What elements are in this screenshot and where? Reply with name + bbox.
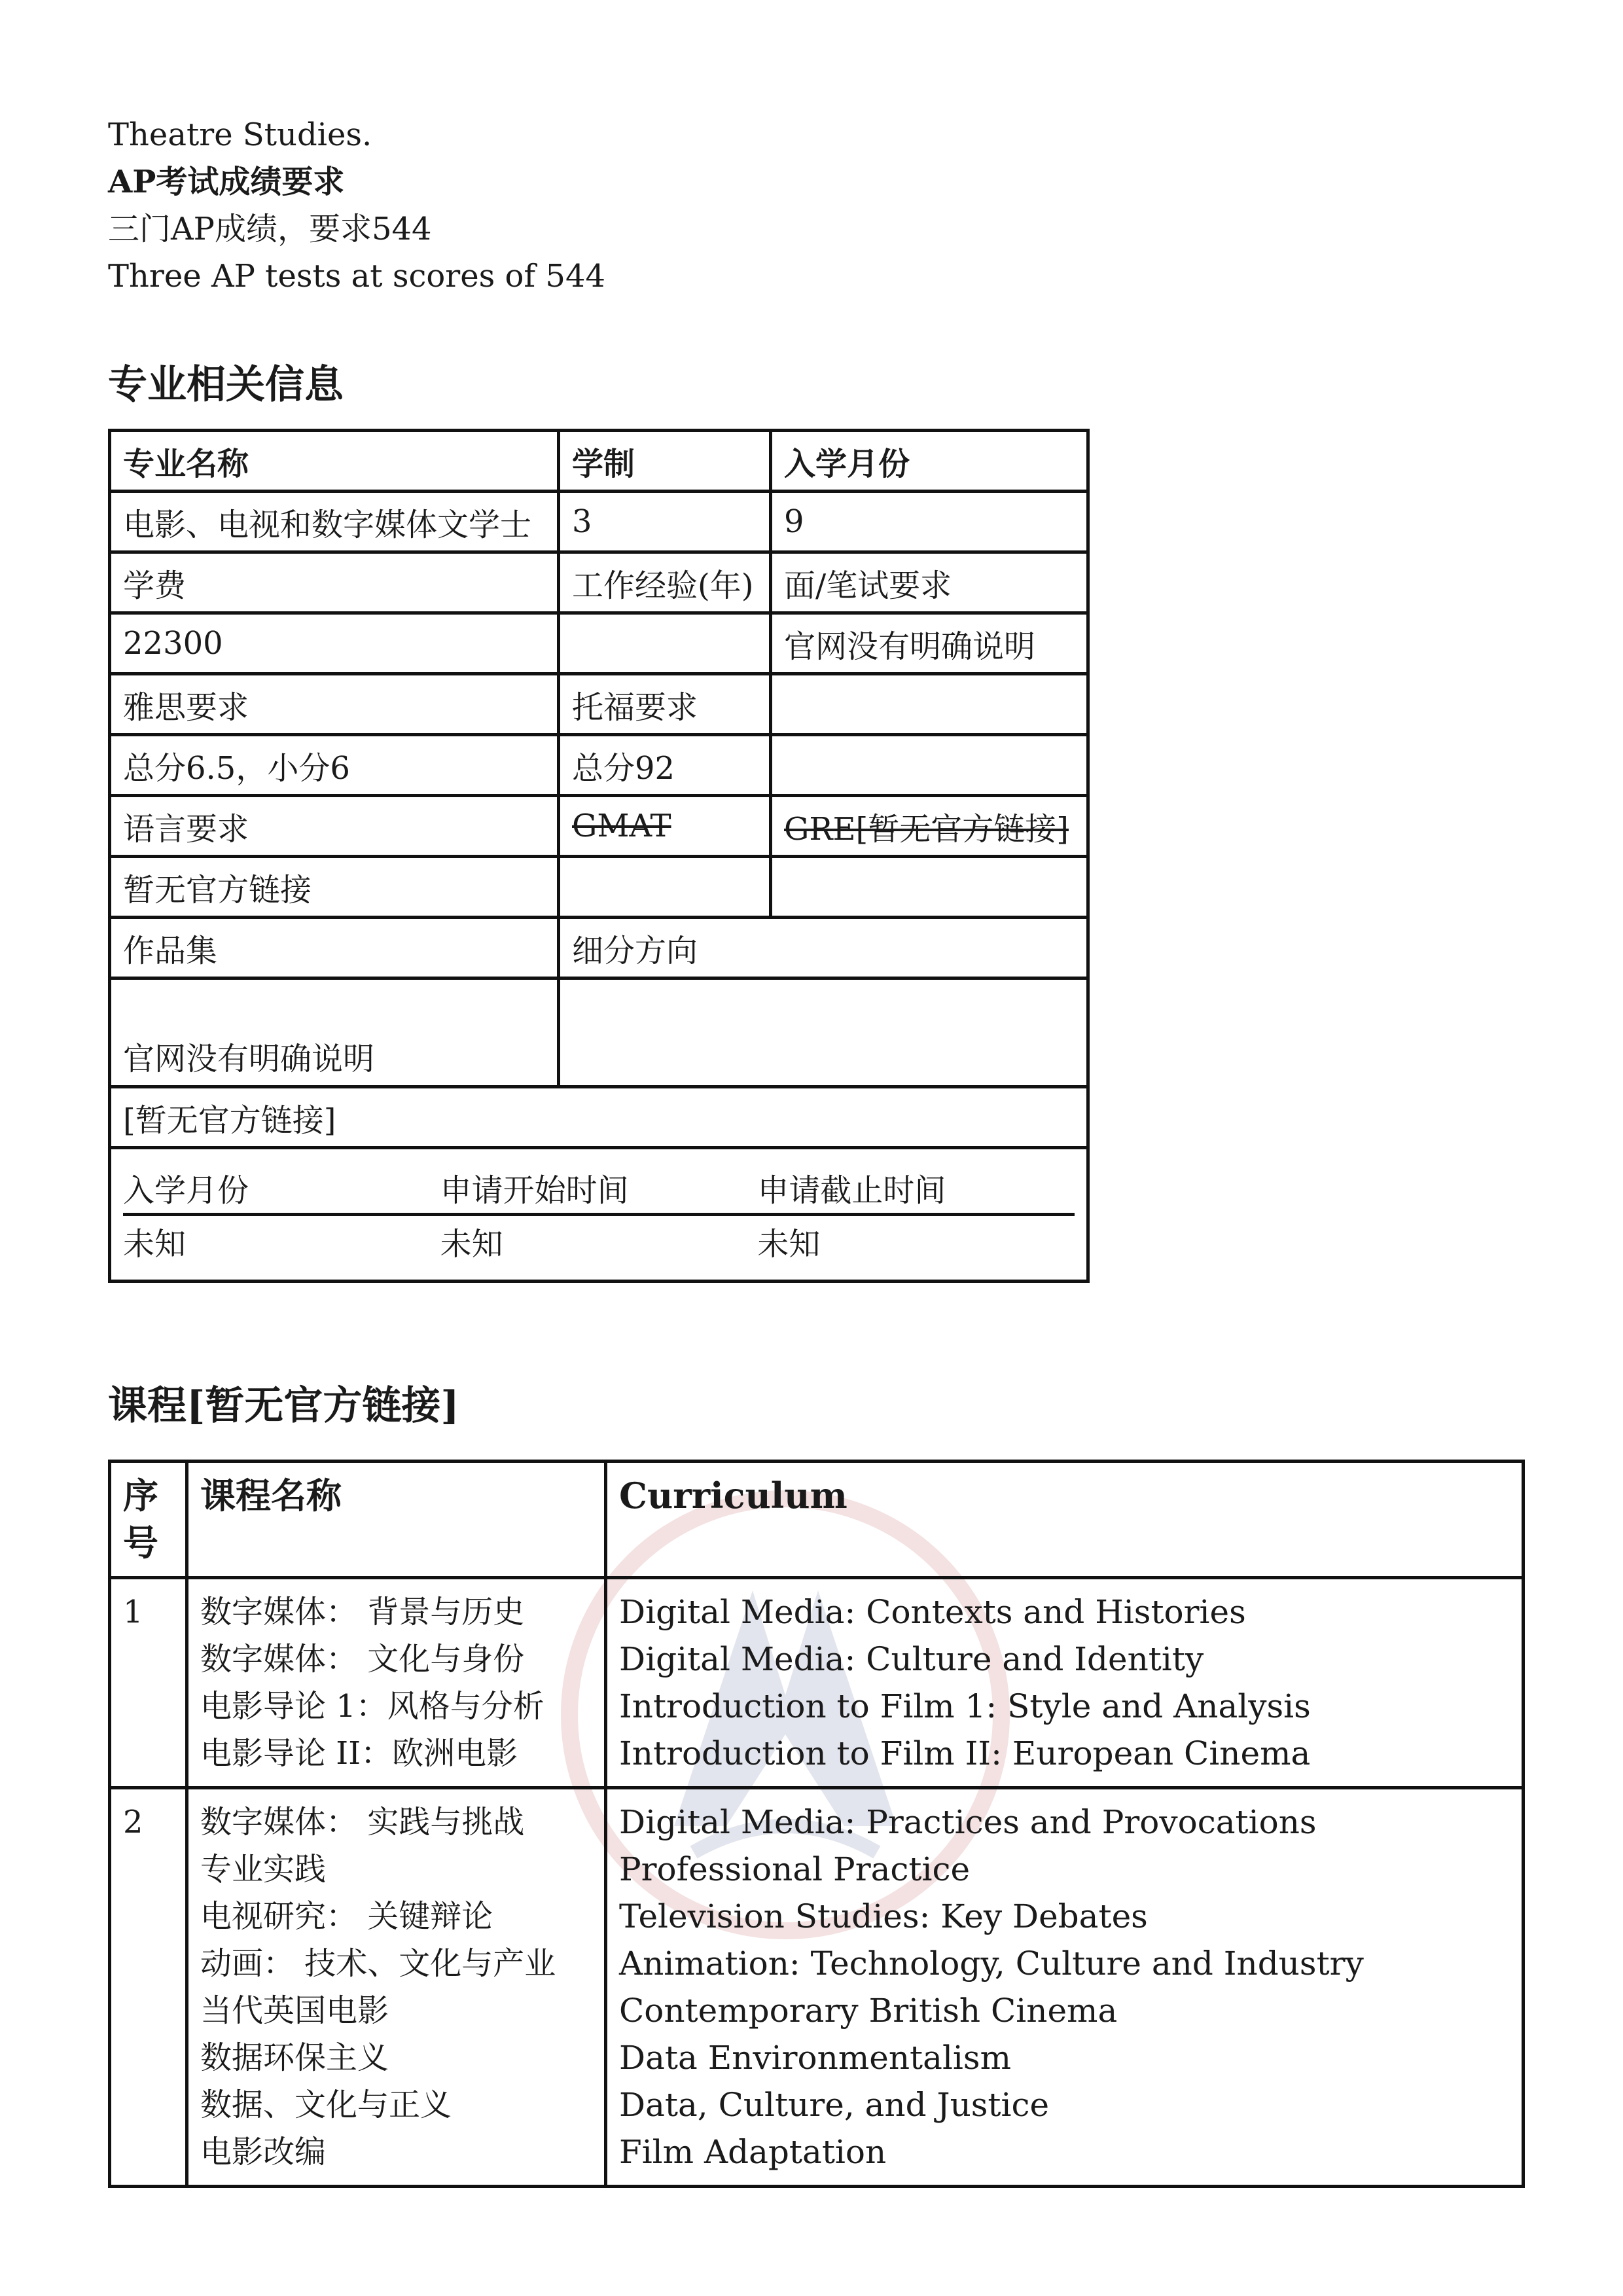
ap-requirement-en: Three AP tests at scores of 544	[108, 258, 606, 295]
ielts-label: 雅思要求	[110, 674, 559, 735]
gmat-label: GMAT	[559, 796, 771, 857]
major-name: 电影、电视和数字媒体文学士	[110, 492, 559, 552]
header-course-cn: 课程名称	[187, 1462, 606, 1578]
interview-value: 官网没有明确说明	[771, 613, 1088, 674]
major-info-table	[108, 429, 1090, 1283]
table-row	[110, 431, 1088, 492]
list-item: 动画： 技术、文化与产业	[200, 1945, 556, 1982]
table-row	[110, 613, 1088, 674]
dates-start-label: 申请开始时间	[440, 1172, 629, 1209]
dates-end-value: 未知	[757, 1226, 821, 1263]
course-en-list	[606, 1788, 1524, 2187]
gre-label: GRE[暂无官方链接]	[771, 796, 1088, 857]
list-item: 数据环保主义	[200, 2039, 389, 2076]
list-item: Data Environmentalism	[619, 2039, 1011, 2077]
intake-value: 9	[771, 492, 1088, 552]
dates-intake-label: 入学月份	[123, 1172, 249, 1209]
list-item: 当代英国电影	[200, 1992, 389, 2029]
course-cn-list	[187, 1578, 606, 1788]
header-number: 序号	[110, 1462, 187, 1578]
row-number: 2	[110, 1788, 187, 2187]
empty-cell	[771, 735, 1088, 796]
tuition-label: 学费	[110, 552, 559, 613]
table-row	[110, 1462, 1524, 1578]
application-dates	[110, 1148, 1088, 1282]
direction-value	[559, 978, 1088, 1087]
header-curriculum: Curriculum	[606, 1462, 1524, 1578]
empty-cell	[771, 857, 1088, 918]
dates-start-value: 未知	[440, 1226, 503, 1263]
work-experience-value	[559, 613, 771, 674]
empty-cell	[559, 857, 771, 918]
header-duration: 学制	[559, 431, 771, 492]
language-label: 语言要求	[110, 796, 559, 857]
list-item: Introduction to Film II: European Cinema	[619, 1734, 1311, 1772]
table-row	[110, 492, 1088, 552]
list-item: Animation: Technology, Culture and Industry	[619, 1945, 1364, 1982]
table-row	[110, 918, 1088, 978]
course-en-list	[606, 1578, 1524, 1788]
ap-heading: AP考试成绩要求	[108, 164, 345, 200]
dates-intake-value: 未知	[123, 1226, 187, 1263]
portfolio-label: 作品集	[110, 918, 559, 978]
list-item: 数据、文化与正义	[200, 2087, 452, 2123]
ielts-value: 总分6.5，小分6	[110, 735, 559, 796]
table-row	[110, 1087, 1088, 1148]
intro-line: Theatre Studies.	[108, 117, 372, 153]
toefl-label: 托福要求	[559, 674, 771, 735]
major-section-title: 专业相关信息	[108, 362, 344, 408]
dates-values	[123, 1219, 1075, 1264]
ap-requirement-cn: 三门AP成绩，要求544	[108, 211, 432, 247]
table-row	[110, 552, 1088, 613]
official-link: [暂无官方链接]	[110, 1087, 1088, 1148]
table-row	[110, 735, 1088, 796]
table-row	[110, 674, 1088, 735]
toefl-value: 总分92	[559, 735, 771, 796]
list-item: Film Adaptation	[619, 2133, 887, 2171]
tuition-value: 22300	[110, 613, 559, 674]
table-row	[110, 857, 1088, 918]
portfolio-value: 官网没有明确说明	[110, 978, 559, 1087]
row-number: 1	[110, 1578, 187, 1788]
direction-label: 细分方向	[559, 918, 1088, 978]
table-row	[110, 1578, 1524, 1788]
interview-label: 面/笔试要求	[771, 552, 1088, 613]
list-item: 电视研究： 关键辩论	[200, 1898, 493, 1935]
course-cn-list	[187, 1788, 606, 2187]
table-row	[110, 1148, 1088, 1282]
list-item: Introduction to Film 1: Style and Analysis	[619, 1687, 1311, 1725]
table-row	[110, 978, 1088, 1087]
list-item: 电影导论 II：欧洲电影	[200, 1735, 518, 1772]
list-item: Digital Media: Culture and Identity	[619, 1640, 1204, 1678]
header-intake: 入学月份	[771, 431, 1088, 492]
list-item: Contemporary British Cinema	[619, 1992, 1118, 2030]
divider	[123, 1213, 1075, 1216]
duration-value: 3	[559, 492, 771, 552]
list-item: Professional Practice	[619, 1850, 971, 1888]
list-item: 数字媒体： 实践与挑战	[200, 1804, 525, 1840]
list-item: 专业实践	[200, 1851, 327, 1888]
work-experience-label: 工作经验(年)	[559, 552, 771, 613]
list-item: 电影改编	[200, 2134, 327, 2170]
empty-cell	[771, 674, 1088, 735]
dates-header	[123, 1165, 1075, 1210]
list-item: Digital Media: Contexts and Histories	[619, 1593, 1246, 1631]
list-item: 数字媒体： 文化与身份	[200, 1641, 525, 1677]
language-value: 暂无官方链接	[110, 857, 559, 918]
curriculum-table	[108, 1460, 1525, 2188]
table-row	[110, 1788, 1524, 2187]
list-item: 数字媒体： 背景与历史	[200, 1594, 525, 1630]
table-row	[110, 796, 1088, 857]
list-item: Television Studies: Key Debates	[619, 1897, 1148, 1935]
list-item: Data, Culture, and Justice	[619, 2086, 1050, 2124]
header-major-name: 专业名称	[110, 431, 559, 492]
curriculum-section-title: 课程[暂无官方链接]	[108, 1383, 459, 1429]
dates-end-label: 申请截止时间	[757, 1172, 946, 1209]
list-item: Digital Media: Practices and Provocations	[619, 1803, 1317, 1841]
list-item: 电影导论 1：风格与分析	[200, 1688, 544, 1725]
